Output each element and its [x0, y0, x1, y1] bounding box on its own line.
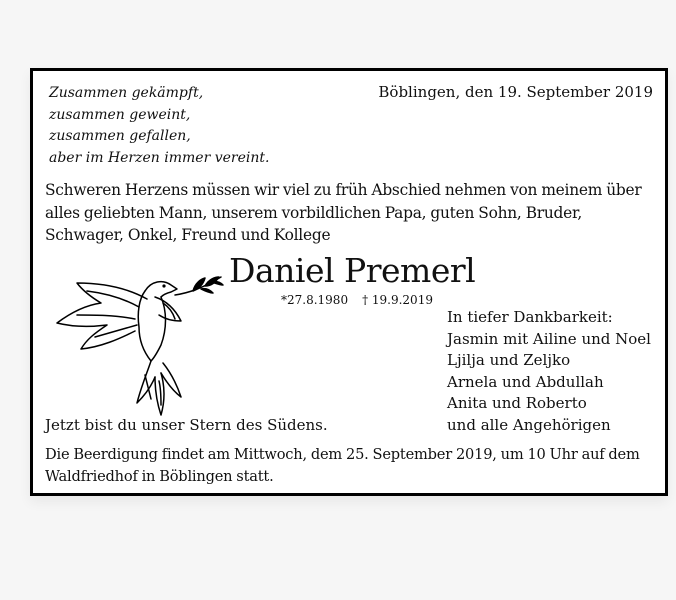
birth-date: *27.8.1980 — [281, 293, 349, 307]
place-date: Böblingen, den 19. September 2019 — [378, 83, 653, 101]
death-date: † 19.9.2019 — [362, 293, 433, 307]
funeral-info: Die Beerdigung findet am Mittwoch, dem 25. September 2019, um 10 Uhr auf dem Waldfriedhof in Böblingen statt. — [45, 446, 640, 485]
intro-text: Schweren Herzens müssen wir viel zu früh Abschied nehmen von meinem über alles geliebten Mann, unserem vorbildlichen Papa, guten Sohn, Bruder, Schwager, Onkel, Freund und Kollege — [45, 181, 642, 244]
mourner-line: und alle Angehörigen — [447, 415, 611, 434]
mourners-heading: In tiefer Dankbarkeit: — [447, 308, 613, 326]
poem-line: zusammen gefallen, — [49, 128, 191, 144]
mourner-line: Ljilja und Zeljko — [447, 351, 571, 369]
star-line: Jetzt bist du unser Stern des Südens. — [45, 416, 328, 434]
mourner-line: Arnela und Abdullah — [447, 372, 604, 391]
life-dates — [281, 293, 433, 307]
poem-line: Zusammen gekämpft, — [49, 85, 204, 101]
mourners-list — [447, 307, 651, 436]
deceased-name: Daniel Premerl — [229, 251, 476, 290]
mourner-line: Jasmin mit Ailine und Noel — [447, 329, 651, 348]
obituary-notice — [30, 68, 668, 496]
poem — [49, 83, 269, 169]
dove-with-olive-branch-icon — [43, 269, 233, 417]
poem-line: aber im Herzen immer vereint. — [49, 149, 270, 166]
poem-line: zusammen geweint, — [49, 106, 191, 123]
mourner-line: Anita und Roberto — [447, 394, 587, 412]
